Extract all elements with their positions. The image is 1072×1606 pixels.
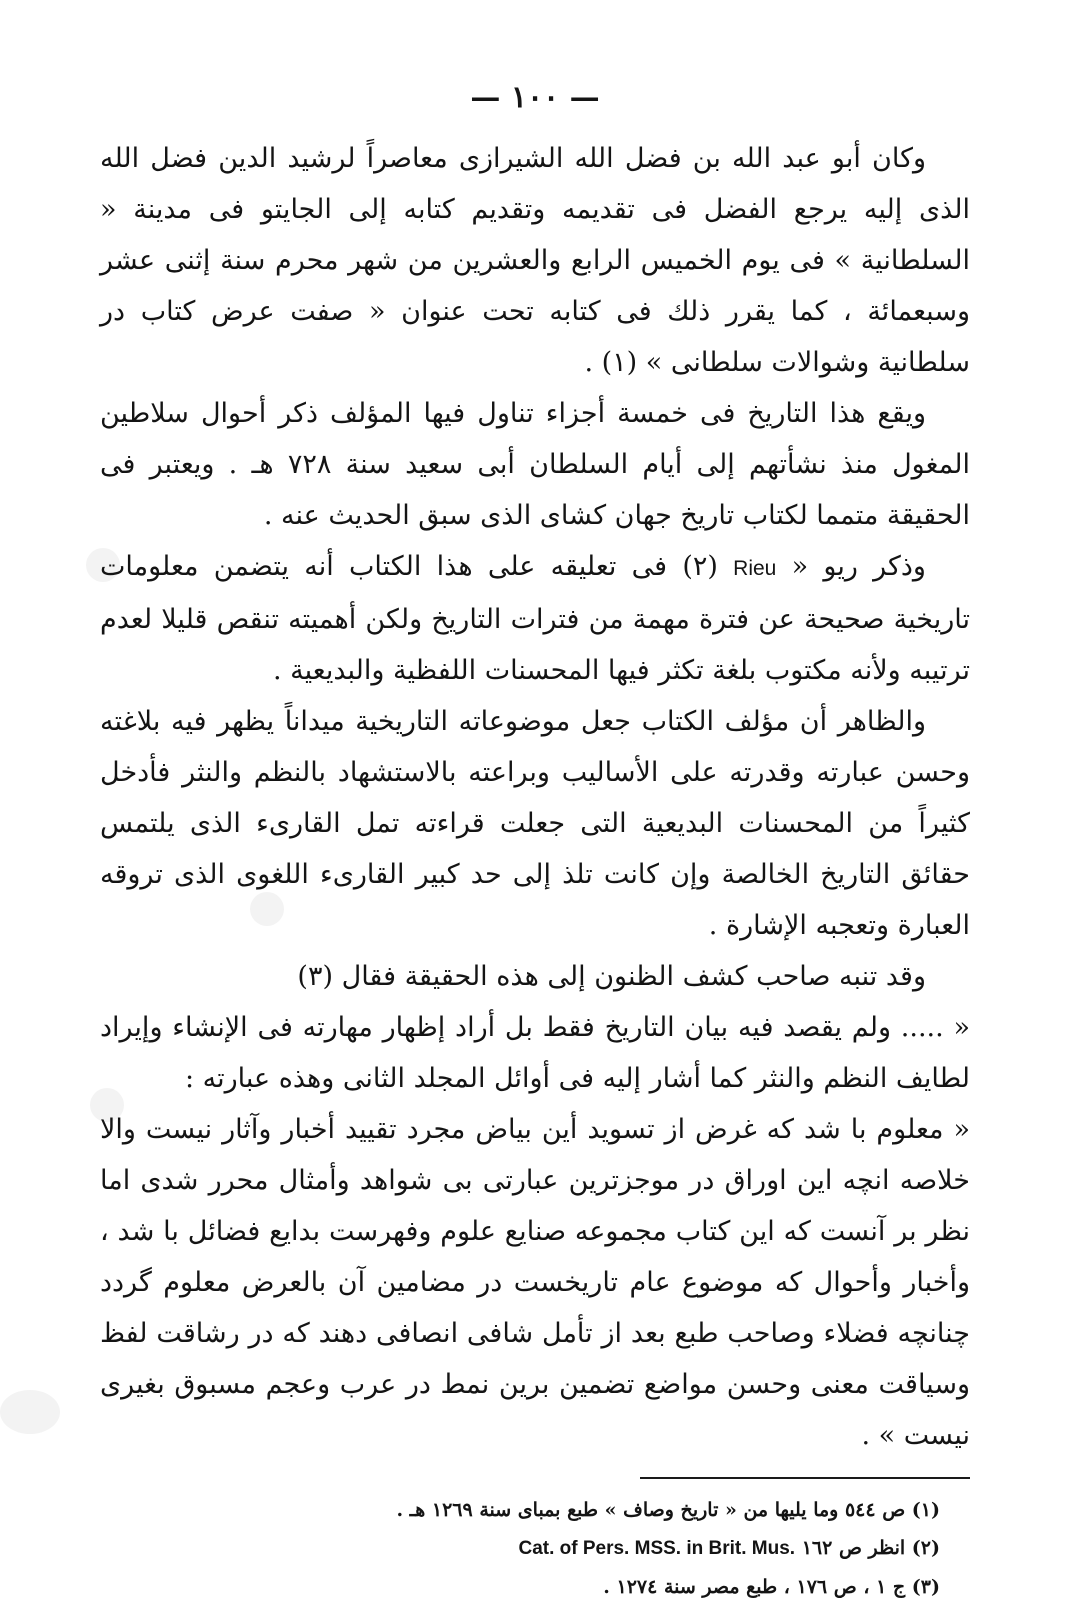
paragraph-5: وقد تنبه صاحب كشف الظنون إلى هذه الحقيقة فقال (٣) xyxy=(297,961,926,992)
paragraph-2: ويقع هذا التاريخ فى خمسة أجزاء تناول فيها المؤلف ذكر أحوال سلاطين المغول منذ نشأتهم إلى أيام السلطان أبى سعيد سنة ٧٢٨ هـ . ويعتبر فى الحقيقة متمما لكتاب تاريخ جهان كشاى الذى سبق الحديث عنه . xyxy=(100,398,970,531)
quote-persian: « معلوم با شد كه غرض از تسويد أين بياض مجرد تقييد أخبار وآثار نيست والا خلاصه انچه اين اوراق در موجزترين عبارتى بى شواهد وأمثال محرر شدى اما نظر بر آنست كه اين كتاب مجموعه صنايع علوم وفهرست بدايع فضائل با شد ، وأخبار وأحوال كه موضوع عام تاريخست در مضامين آن بالعرض معلوم گردد چنانچه فضلاء وصاحب طبع بعد از تأمل شافى انصافى دهند كه در رشاقت لفظ وسياقت معنى وحسن مواضع تضمين برين نمط در عرب وعجم مسبوق بغيرى نيست » . xyxy=(100,1114,970,1451)
document-page xyxy=(100,80,970,1606)
paragraph-4: والظاهر أن مؤلف الكتاب جعل موضوعاته التاريخية ميداناً يظهر فيه بلاغته وحسن عبارته وقدرته على الأساليب وبراعته بالاستشهاد بالنظم والنثر فأدخل كثيراً من المحسنات البديعية التى جعلت قراءته تمل القارىء الذى يلتمس حقائق التاريخ الخالصة وإن كانت تلذ إلى حد كبير القارىء اللغوى الذى تروقه العبارة وتعجبه الإشارة . xyxy=(100,706,970,941)
footnote-divider xyxy=(640,1477,970,1479)
paragraph-1: وكان أبو عبد الله بن فضل الله الشيرازى معاصراً لرشيد الدين فضل الله الذى إليه يرجع الفضل فى تقديمه وتقديم كتابه إلى الجايتو فى مدينة « السلطانية » فى يوم الخميس الرابع والعشرين من شهر محرم سنة إثنى عشر وسبعمائة ، كما يقرر ذلك فى كتابه تحت عنوان « صفت عرض كتاب در سلطانية وشوالات سلطانى » (١) . xyxy=(100,143,970,378)
paragraph-3 xyxy=(100,541,970,696)
quote-arabic: « ..... ولم يقصد فيه بيان التاريخ فقط بل أراد إظهار مهارته فى الإنشاء وإيراد لطايف النظم والنثر كما أشار إليه فى أوائل المجلد الثانى وهذه عبارته : xyxy=(100,1012,970,1094)
paragraph-3-start: وذكر ريو « xyxy=(776,551,926,582)
scan-hole-mark xyxy=(0,1390,60,1434)
page-number: — ١٠٠ — xyxy=(470,80,600,115)
footnote-1: (١) ص ٥٤٤ وما يليها من « تاريخ وصاف » طبع بمباى سنة ١٢٦٩ هـ . xyxy=(396,1499,940,1521)
footnote-2 xyxy=(100,1529,970,1568)
footnote-2-arabic: (٢) انظر ص ١٦٢ xyxy=(795,1537,940,1559)
latin-name-rieu: Rieu xyxy=(733,557,777,580)
footnote-2-latin: Cat. of Pers. MSS. in Brit. Mus. xyxy=(518,1538,796,1559)
paragraph-3-rest: (٢) فى تعليقه على هذا الكتاب أنه يتضمن معلومات تاريخية صحيحة عن فترة مهمة من فترات التاريخ ولكن أهميته تنقص قليلا لعدم ترتيبه ولأنه مكتوب بلغة تكثر فيها المحسنات اللفظية والبديعية . xyxy=(100,551,970,686)
footnote-3: (٣) ج ١ ، ص ١٧٦ ، طبع مصر سنة ١٢٧٤ . xyxy=(603,1576,940,1598)
